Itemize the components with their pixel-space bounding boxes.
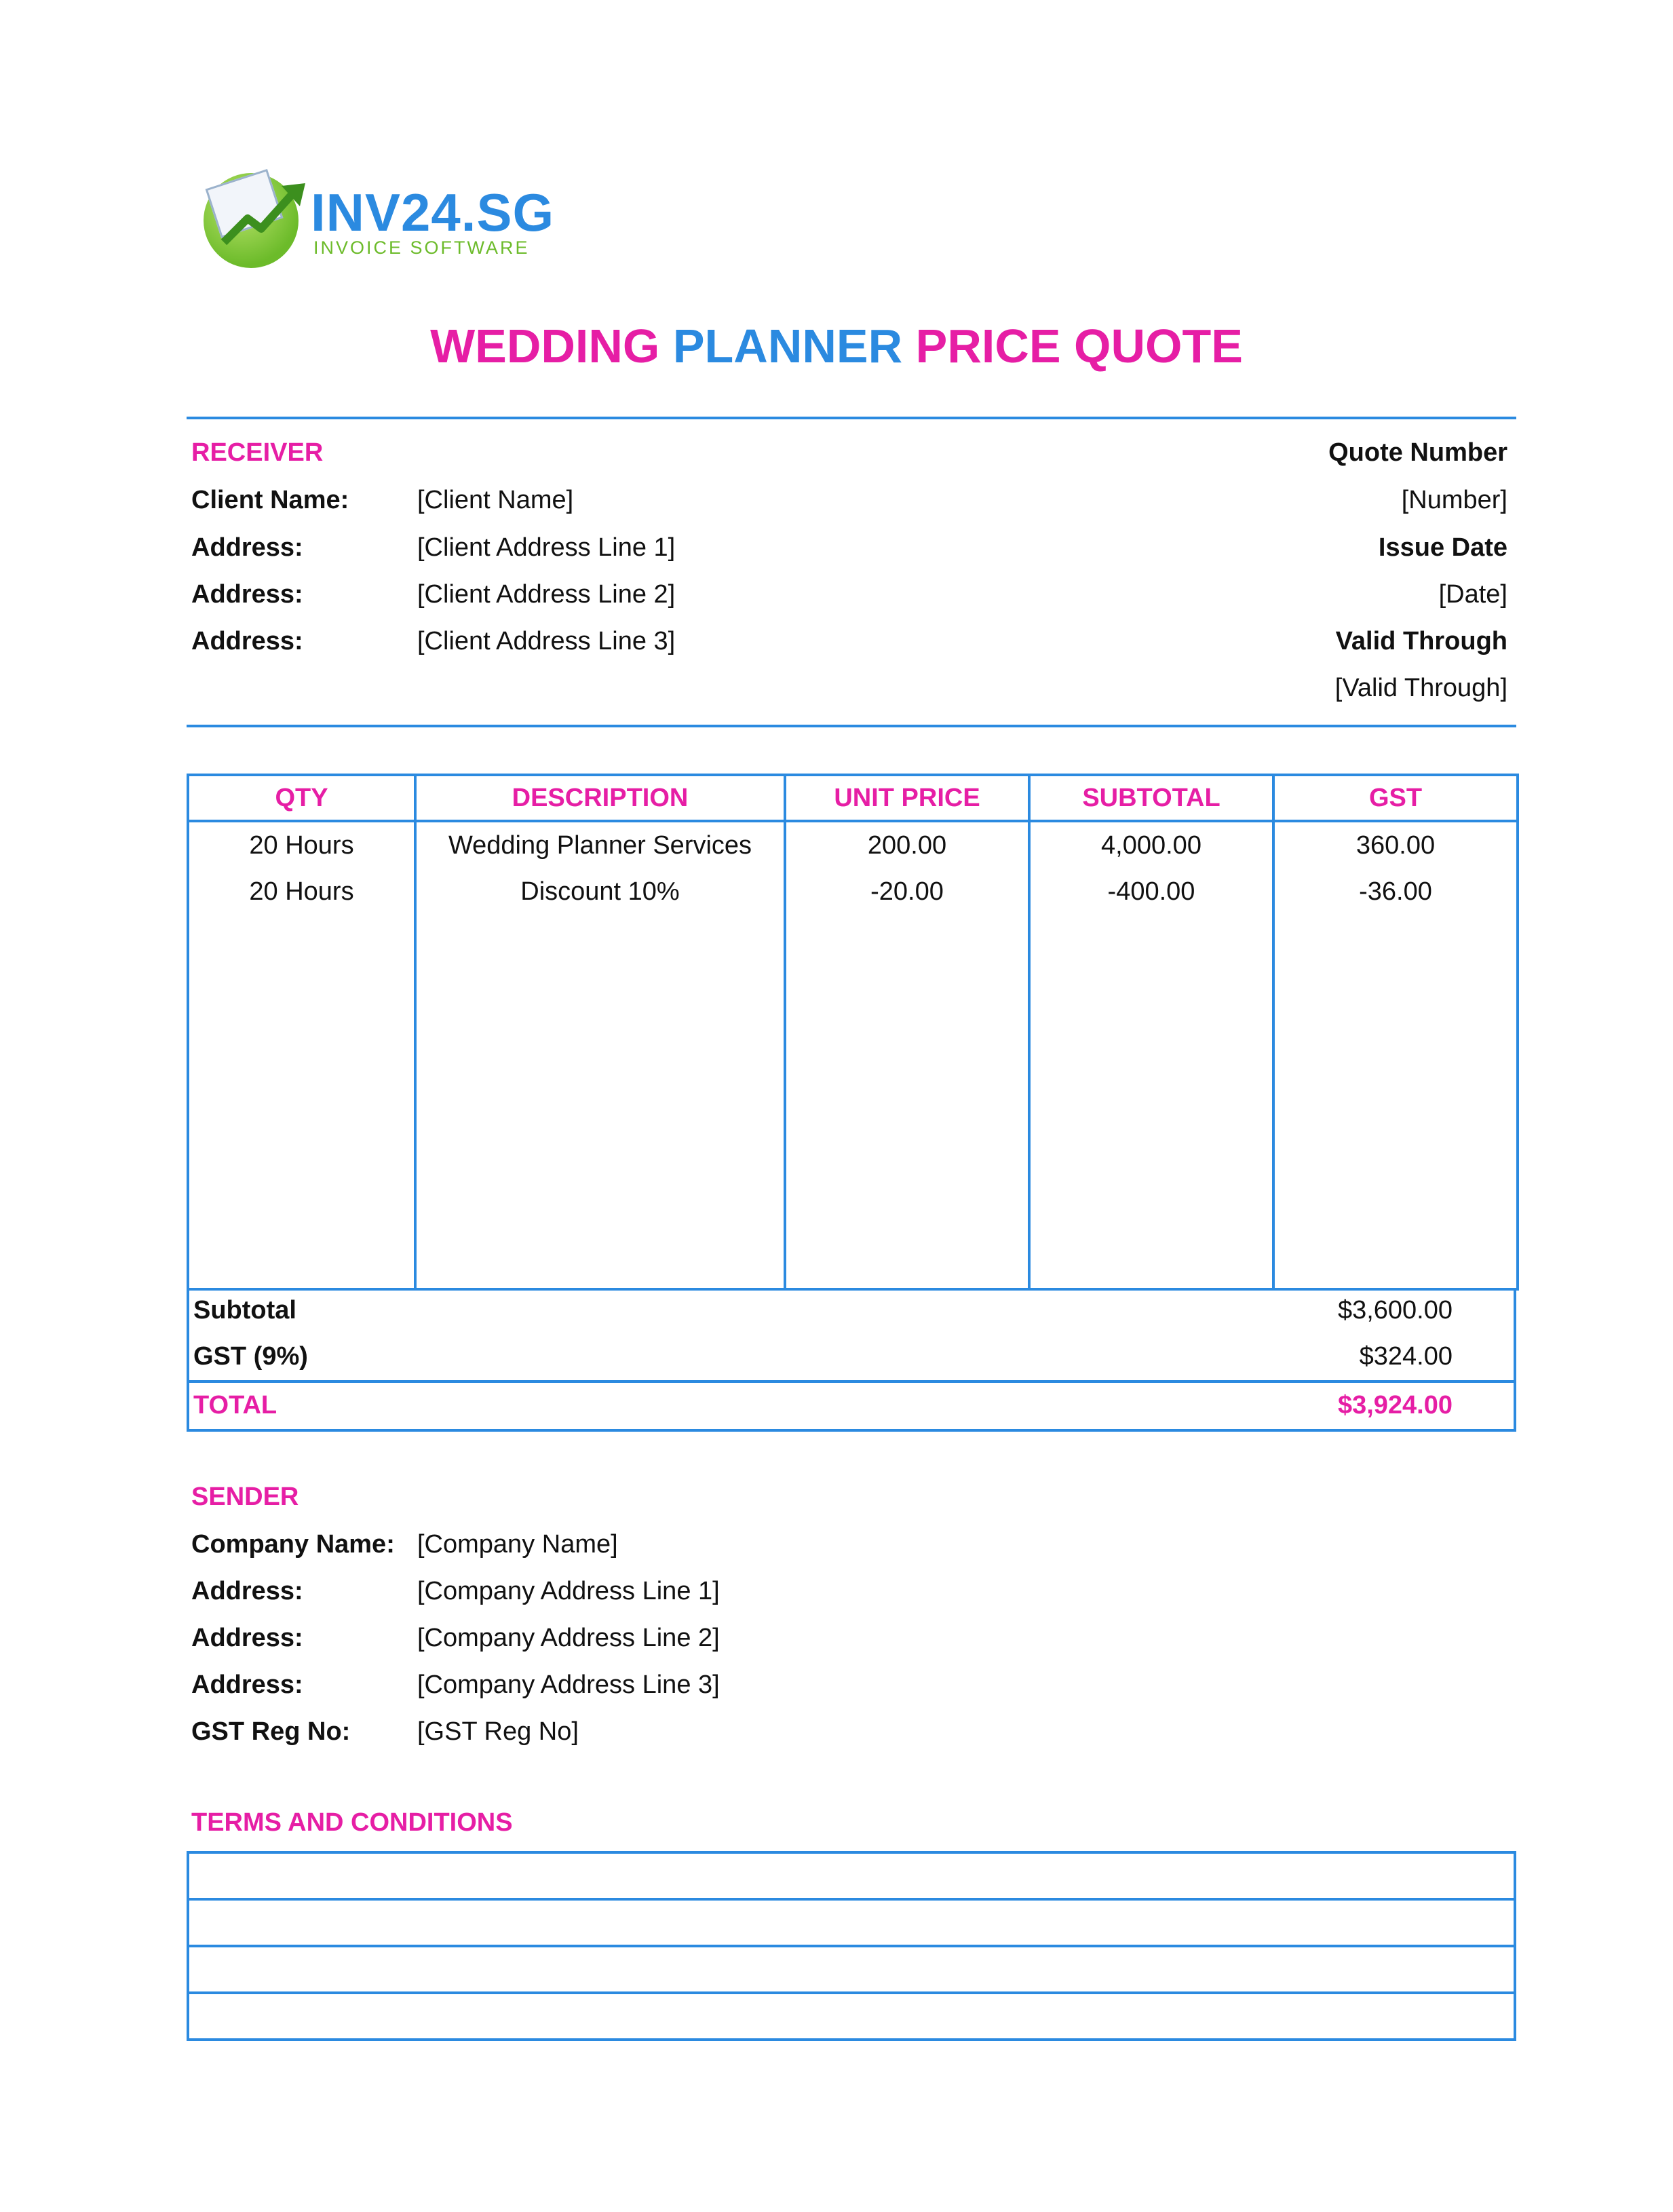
issue-date-label: Issue Date [1378,533,1507,562]
title-part-3: PRICE QUOTE [915,320,1243,373]
company-address-2-label: Address: [191,1624,303,1652]
totals-block [187,1288,1516,1432]
title-part-1: WEDDING [430,320,660,373]
gst-reg-label: GST Reg No: [191,1717,351,1746]
divider-top [187,417,1516,419]
gst-row [189,1334,1514,1380]
row-2-description: Discount 10% [415,869,785,915]
subtotal-value: $3,600.00 [1337,1296,1453,1324]
client-address-1-label: Address: [191,533,303,562]
terms-line [189,1901,1514,1947]
gst-label: GST (9%) [193,1342,308,1371]
quote-number-value: [Number] [1401,486,1507,514]
terms-heading: TERMS AND CONDITIONS [191,1808,513,1837]
row-1-unit-price: 200.00 [785,821,1029,869]
empty-cell [785,915,1029,1289]
client-address-3-label: Address: [191,627,303,655]
client-address-2-value: [Client Address Line 2] [417,580,676,609]
sender-heading: SENDER [191,1483,299,1511]
company-address-3-label: Address: [191,1671,303,1699]
valid-through-value: [Valid Through] [1334,674,1507,702]
empty-cell [188,915,415,1289]
terms-line [189,1994,1514,2038]
client-name-label: Client Name: [191,486,349,514]
divider-receiver [187,725,1516,727]
gst-reg-value: [GST Reg No] [417,1717,579,1746]
client-address-2-label: Address: [191,580,303,609]
subtotal-label: Subtotal [193,1296,296,1324]
company-address-1-value: [Company Address Line 1] [417,1577,720,1605]
total-label: TOTAL [193,1391,277,1419]
header-unit-price: UNIT PRICE [785,775,1029,821]
issue-date-value: [Date] [1438,580,1507,609]
empty-cell [1029,915,1273,1289]
row-1-subtotal: 4,000.00 [1029,821,1273,869]
row-2-qty: 20 Hours [188,869,415,915]
logo-tagline: INVOICE SOFTWARE [313,237,530,258]
total-row [189,1380,1514,1429]
subtotal-row [189,1288,1514,1334]
client-name-value: [Client Name] [417,486,574,514]
row-2-gst: -36.00 [1273,869,1518,915]
total-value: $3,924.00 [1337,1391,1453,1419]
terms-box [187,1851,1516,2041]
valid-through-label: Valid Through [1335,627,1507,655]
company-address-1-label: Address: [191,1577,303,1605]
table-row [188,869,1518,915]
logo-wordmark: INV24.SG [311,183,555,242]
title-part-2: PLANNER [672,320,903,373]
items-header-row [188,775,1518,821]
empty-cell [415,915,785,1289]
client-address-1-value: [Client Address Line 1] [417,533,676,562]
terms-line [189,1947,1514,1994]
company-address-3-value: [Company Address Line 3] [417,1671,720,1699]
items-table [187,774,1519,1291]
terms-line [189,1854,1514,1901]
header-description: DESCRIPTION [415,775,785,821]
company-address-2-value: [Company Address Line 2] [417,1624,720,1652]
row-1-qty: 20 Hours [188,821,415,869]
table-row [188,821,1518,869]
row-1-gst: 360.00 [1273,821,1518,869]
client-address-3-value: [Client Address Line 3] [417,627,676,655]
gst-value: $324.00 [1359,1342,1453,1371]
logo-arrow-icon [217,178,312,252]
quote-number-label: Quote Number [1328,438,1507,467]
header-qty: QTY [188,775,415,821]
empty-cell [1273,915,1518,1289]
row-2-subtotal: -400.00 [1029,869,1273,915]
table-empty-area [188,915,1518,1289]
header-subtotal: SUBTOTAL [1029,775,1273,821]
page-title [0,319,1673,373]
row-1-description: Wedding Planner Services [415,821,785,869]
row-2-unit-price: -20.00 [785,869,1029,915]
header-gst: GST [1273,775,1518,821]
company-name-label: Company Name: [191,1530,395,1559]
receiver-heading: RECEIVER [191,438,324,467]
company-name-value: [Company Name] [417,1530,618,1559]
